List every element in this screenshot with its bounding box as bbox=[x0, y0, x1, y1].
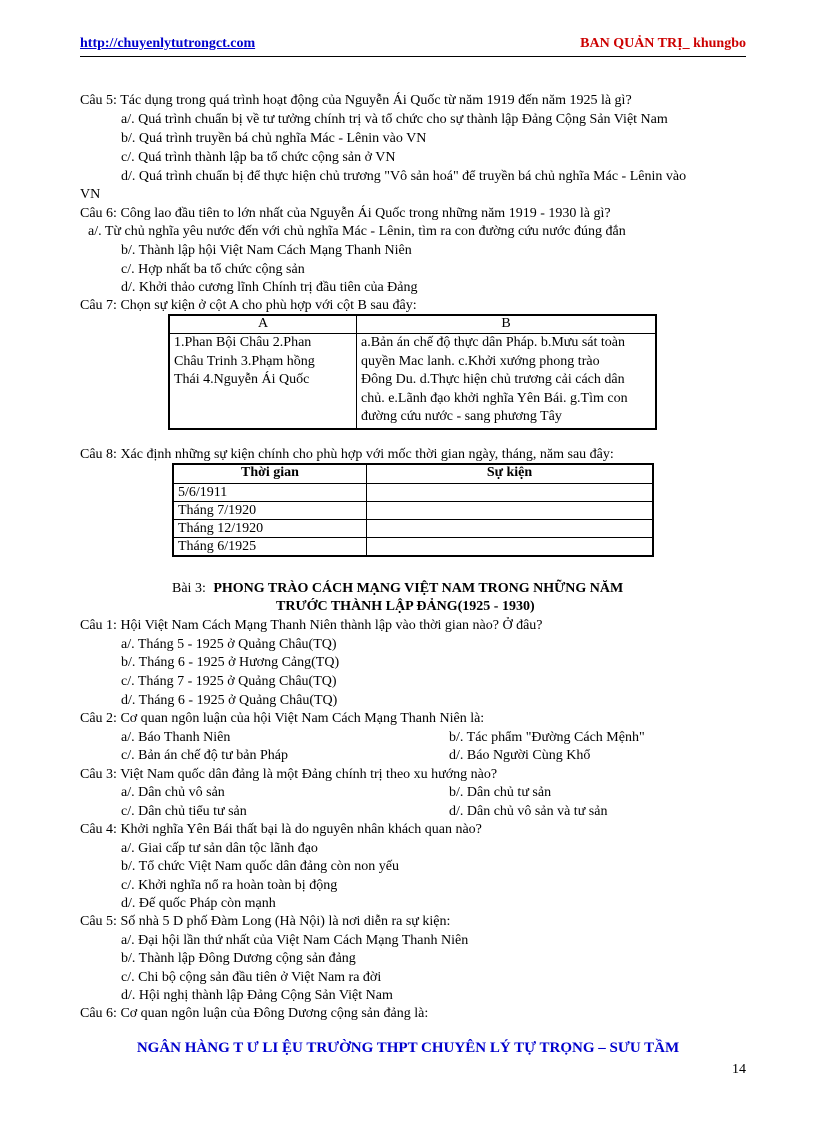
event-cell[interactable] bbox=[367, 538, 654, 557]
question-6: Câu 6: Công lao đầu tiên to lớn nhất của Nguyễn Ái Quốc trong những năm 1919 - 1930 là gì? bbox=[80, 206, 611, 221]
l3q1-option-d: d/. Tháng 6 - 1925 ở Quảng Châu(TQ) bbox=[121, 693, 338, 708]
timeline-table bbox=[172, 463, 654, 557]
column-a-cell bbox=[169, 334, 357, 430]
l3q2-option-d: d/. Báo Người Cùng Khổ bbox=[449, 748, 591, 763]
l3q2-option-b: b/. Tác phẩm "Đường Cách Mệnh" bbox=[449, 730, 645, 745]
column-b-line: Đông Du. d.Thực hiện chủ trương cải cách dân bbox=[361, 372, 625, 387]
l3q1-option-c: c/. Tháng 7 - 1925 ở Quảng Châu(TQ) bbox=[121, 674, 337, 689]
l3q3-option-d: d/. Dân chủ vô sản và tư sản bbox=[449, 804, 608, 819]
event-cell[interactable] bbox=[367, 502, 654, 520]
lesson3-question-4: Câu 4: Khởi nghĩa Yên Bái thất bại là do nguyên nhân khách quan nào? bbox=[80, 822, 482, 837]
q6-option-a: a/. Từ chủ nghĩa yêu nước đến với chủ nghĩa Mác - Lênin, tìm ra con đường cứu nước đúng đắn bbox=[88, 224, 626, 239]
l3q2-option-a: a/. Báo Thanh Niên bbox=[121, 730, 231, 745]
header-rule bbox=[80, 56, 746, 57]
event-cell[interactable] bbox=[367, 520, 654, 538]
l3q1-option-a: a/. Tháng 5 - 1925 ở Quảng Châu(TQ) bbox=[121, 637, 337, 652]
column-a-line: Thái 4.Nguyễn Ái Quốc bbox=[174, 372, 310, 387]
l3q4-option-b: b/. Tổ chức Việt Nam quốc dân đảng còn non yếu bbox=[121, 859, 399, 874]
l3q3-option-a: a/. Dân chủ vô sản bbox=[121, 785, 225, 800]
column-a-header: A bbox=[169, 315, 357, 334]
lesson3-question-2: Câu 2: Cơ quan ngôn luận của hội Việt Nam Cách Mạng Thanh Niên là: bbox=[80, 711, 485, 726]
column-b-line: đường cứu nước - sang phương Tây bbox=[361, 409, 562, 424]
q6-option-d: d/. Khởi thảo cương lĩnh Chính trị đầu tiên của Đảng bbox=[121, 280, 418, 295]
lesson-heading bbox=[172, 580, 623, 598]
l3q4-option-a: a/. Giai cấp tư sản dân tộc lãnh đạo bbox=[121, 841, 318, 856]
table-row bbox=[173, 538, 653, 557]
column-b-line: a.Bản án chế độ thực dân Pháp. b.Mưu sát toàn bbox=[361, 335, 626, 350]
lesson3-question-5: Câu 5: Số nhà 5 D phố Đàm Long (Hà Nội) là nơi diễn ra sự kiện: bbox=[80, 914, 451, 929]
question-7: Câu 7: Chọn sự kiện ở cột A cho phù hợp với cột B sau đây: bbox=[80, 298, 417, 313]
q5-option-c: c/. Quá trình thành lập ba tổ chức cộng sản ở VN bbox=[121, 150, 396, 165]
page-number: 14 bbox=[732, 1062, 746, 1077]
time-cell: Tháng 6/1925 bbox=[173, 538, 367, 557]
q5-option-b: b/. Quá trình truyền bá chủ nghĩa Mác - Lênin vào VN bbox=[121, 131, 427, 146]
column-a-line: Châu Trinh 3.Phạm hồng bbox=[174, 353, 315, 369]
q5-option-a: a/. Quá trình chuẩn bị về tư tưởng chính trị và tổ chức cho sự thành lập Đảng Cộng Sản Việt Nam bbox=[121, 112, 668, 127]
q5-option-d-cont: VN bbox=[80, 187, 101, 202]
lesson-title-line1: PHONG TRÀO CÁCH MẠNG VIỆT NAM TRONG NHỮNG NĂM bbox=[213, 581, 624, 596]
event-header: Sự kiện bbox=[367, 464, 654, 484]
table-row bbox=[173, 484, 653, 502]
time-cell: 5/6/1911 bbox=[173, 484, 367, 502]
l3q3-option-b: b/. Dân chủ tư sản bbox=[449, 785, 552, 800]
table-row bbox=[173, 520, 653, 538]
table-row bbox=[173, 502, 653, 520]
q5-option-d: d/. Quá trình chuẩn bị để thực hiện chủ trương "Vô sản hoá" để truyền bá chủ nghĩa Mác - Lênin vào bbox=[121, 169, 687, 184]
question-8: Câu 8: Xác định những sự kiện chính cho phù hợp với mốc thời gian ngày, tháng, năm sau đây: bbox=[80, 447, 614, 462]
lesson-label: Bài 3: bbox=[172, 581, 206, 596]
lesson3-question-6: Câu 6: Cơ quan ngôn luận của Đông Dương cộng sản đảng là: bbox=[80, 1006, 429, 1021]
l3q5-option-a: a/. Đại hội lần thứ nhất của Việt Nam Cách Mạng Thanh Niên bbox=[121, 933, 469, 948]
column-b-cell bbox=[357, 334, 657, 430]
event-cell[interactable] bbox=[367, 484, 654, 502]
column-a-line: 1.Phan Bội Châu 2.Phan bbox=[174, 335, 312, 350]
l3q5-option-c: c/. Chi bộ cộng sản đầu tiên ở Việt Nam ra đời bbox=[121, 970, 382, 985]
q6-option-c: c/. Hợp nhất ba tổ chức cộng sản bbox=[121, 262, 305, 277]
question-5: Câu 5: Tác dụng trong quá trình hoạt động của Nguyễn Ái Quốc từ năm 1919 đến năm 1925 là gì? bbox=[80, 93, 632, 108]
lesson3-question-1: Câu 1: Hội Việt Nam Cách Mạng Thanh Niên thành lập vào thời gian nào? Ở đâu? bbox=[80, 618, 543, 633]
time-cell: Tháng 12/1920 bbox=[173, 520, 367, 538]
q6-option-b: b/. Thành lập hội Việt Nam Cách Mạng Thanh Niên bbox=[121, 243, 412, 258]
column-b-line: quyền Mac lanh. c.Khởi xướng phong trào bbox=[361, 353, 600, 369]
l3q4-option-c: c/. Khởi nghĩa nổ ra hoàn toàn bị động bbox=[121, 878, 338, 893]
l3q1-option-b: b/. Tháng 6 - 1925 ở Hương Cảng(TQ) bbox=[121, 655, 340, 670]
lesson3-question-3: Câu 3: Việt Nam quốc dân đảng là một Đảng chính trị theo xu hướng nào? bbox=[80, 767, 498, 782]
l3q4-option-d: d/. Đế quốc Pháp còn mạnh bbox=[121, 896, 276, 911]
lesson-title-line2: TRƯỚC THÀNH LẬP ĐẢNG(1925 - 1930) bbox=[276, 599, 535, 614]
column-b-header: B bbox=[357, 315, 657, 334]
l3q5-option-d: d/. Hội nghị thành lập Đảng Cộng Sản Việt Nam bbox=[121, 988, 393, 1003]
header-link[interactable]: http://chuyenlytutrongct.com bbox=[80, 36, 256, 51]
time-header: Thời gian bbox=[173, 464, 367, 484]
l3q5-option-b: b/. Thành lập Đông Dương cộng sản đảng bbox=[121, 951, 356, 966]
time-cell: Tháng 7/1920 bbox=[173, 502, 367, 520]
matching-table bbox=[168, 314, 657, 430]
header-admin: BAN QUẢN TRỊ_ khungbo bbox=[580, 36, 746, 51]
l3q3-option-c: c/. Dân chủ tiểu tư sản bbox=[121, 804, 247, 819]
column-b-line: chủ. e.Lãnh đạo khởi nghĩa Yên Bái. g.Tìm con bbox=[361, 390, 628, 406]
footer-banner: NGÂN HÀNG T Ư LI ỆU TRƯỜNG THPT CHUYÊN LÝ TỰ TRỌNG – SƯU TẦM bbox=[136, 1040, 680, 1056]
l3q2-option-c: c/. Bản án chế độ tư bản Pháp bbox=[121, 748, 288, 763]
